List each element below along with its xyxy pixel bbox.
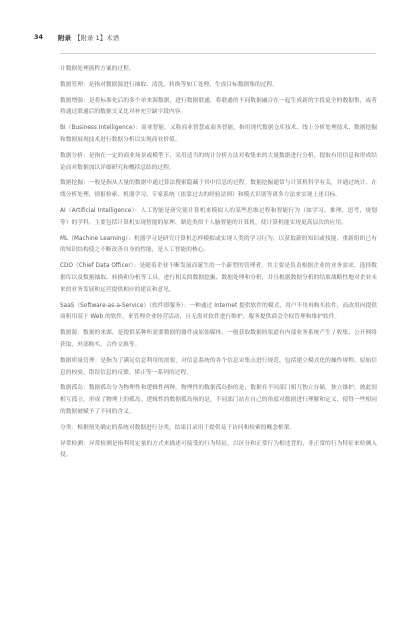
glossary-body	[60, 64, 377, 466]
glossary-entry-data-island: 数据孤岛：数据孤岛分为物理性和逻辑性两种。物理性的数据孤岛指的是，数据在不同部门相互独立存储，独立维护，彼此间相互孤立，形成了物理上的孤岛。逻辑性的数据孤岛指的是，不同部门站在自己的角度对数据进行理解和定义，使得一些相同的数据被赋予了不同的含义。	[60, 385, 377, 415]
glossary-paragraph: 计数据处理流程方案的过程。	[60, 66, 135, 72]
page-header	[34, 31, 119, 43]
glossary-entry-classification: 分类：根据预先确定的系统对数据进行分类，结果目录用于提供易于访问和检索的概念框架。	[60, 424, 296, 431]
glossary-entry-data-source: 数据源：数据的来源，是提供某种所需要数据的器件或原始媒体。一般获取数据的渠道有内部业务系统产生 / 收集、公开网络获取、外部购买、合作交换等。	[60, 330, 377, 348]
page-number: 34	[34, 33, 44, 41]
glossary-entry-cdo: CDO（Chief Data Officer）：是随着企业不断发展而诞生的一个新型的管理者，其主要是负责根据企业的业务需求，选择数据库以及数据抽取、转换和分析等工具，进行相关的数据挖掘、数据处理和分析，并且根据数据分析的结果战略性地对企业未来的业务发展和运营提供相应的建议和意见。	[60, 263, 377, 293]
glossary-entry-data-analysis: 数据分析：是指在一定的商业场景或模型下，采用适当的统计分析方法对收集来的大量数据进行分析，提取有用信息和形成结论而对数据加以详细研究和概括总结的过程。	[60, 152, 377, 171]
running-head-subsection: 【附录 1】术语	[74, 33, 120, 42]
glossary-entry-data-mining: 数据挖掘：一般是指从大量的数据中通过算法搜索隐藏于其中信息的过程。数据挖掘通常与计算机科学有关，并通过统计、在线分析处理、情报检索、机器学习、专家系统（依靠过去的经验法则）和模式识别等诸多方法来实现上述目标。	[60, 180, 377, 199]
running-head	[58, 33, 119, 42]
glossary-entry-saas: SaaS（Software-as-a-Service）（软件即服务）：一种通过 Internet 提供软件的模式，用户不用再购买软件，而改用向提供商租用基于 Web 的软件，来管理企业经营活动，且无需对软件进行维护，服务提供商会全权管理和维护软件。	[60, 302, 377, 321]
glossary-entry-data-quality: 数据质量管理：是指为了满足信息利用的需要，对信息系统的各个信息采集点进行规范，包括建立模式化的操作规程、原始信息的校验、错误信息的反馈、矫正等一系列的过程。	[60, 357, 377, 376]
header-divider	[60, 53, 376, 54]
glossary-entry-anomaly-detection: 异常检测：异常检测是指利用定量的方式来描述可接受的行为特征，以区分和正常行为相违背的、非正常的行为特征来检测入侵。	[60, 440, 377, 459]
glossary-entry-ml: ML（Machine Learning）：机器学习是研究计算机怎样模拟或实现人类的学习行为，以获取新的知识或技能，重新组织已有的知识结构使之不断改善自身的性能，是人工智能的核心。	[60, 235, 377, 254]
glossary-entry-bi: BI（Business Intelligence）：商业智能，又称商业智慧或商务智能，指用现代数据仓库技术、线上分析处理技术、数据挖掘和数据展现技术进行数据分析以实现商业价值。	[60, 125, 377, 143]
glossary-entry-data-enhancement: 数据增强：是将标准化后的多个单来源数据，进行数据联通，将联通的不同数据融合在一起生成新的字段更全的数据集，或者将通过联通后的数据交叉比对补充空缺字段内容。	[60, 97, 377, 116]
glossary-entry-ai: AI（Artificial Intelligence）：人工智能是研究使计算机来模拟人的某些思维过程和智能行为（如学习、推理、思考、规划等）的学科，主要包括计算机实现智能的原理、制造类似于人脑智能的计算机，使计算机能实现更高层次的应用。	[60, 207, 377, 226]
running-head-section: 附录	[58, 33, 72, 42]
glossary-entry-data-management: 数据管理：是指对数据源进行抽取、清洗、转换等加工处理，生成目标数据集的过程。	[60, 81, 279, 88]
